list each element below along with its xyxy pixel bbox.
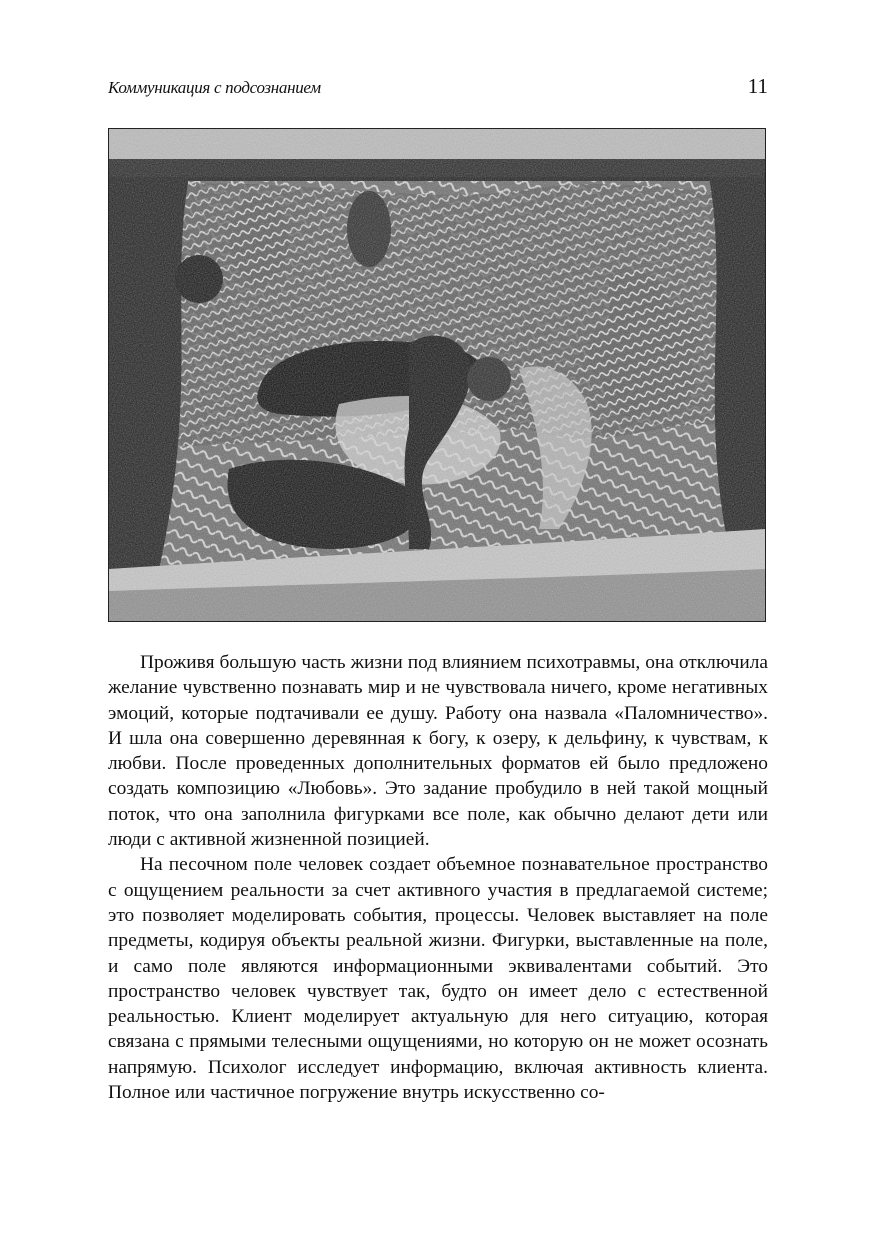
body-text	[108, 650, 768, 1105]
page-number: 11	[747, 74, 768, 98]
sandtray-photo	[108, 128, 766, 622]
running-title: Коммуникация с подсознанием	[108, 78, 321, 97]
paragraph-1: Проживя большую часть жизни под влиянием психотравмы, она отключила желание чувственно познавать мир и не чувствовала ничего, кроме негативных эмоций, которые подтачивали ее душу. Работу она назвала «Паломничество». И шла она совершенно деревянная к богу, к озеру, к дельфину, к чувствам, к любви. После проведенных дополнительных форматов ей было предложено создать композицию «Любовь». Это задание пробудило в ней такой мощный поток, что она заполнила фигурками все поле, как обычно делают дети или люди с активной жизненной позицией.	[108, 652, 768, 851]
page-header	[108, 72, 768, 102]
sandtray-photo-drawing	[109, 129, 765, 621]
paragraph-2: На песочном поле человек создает объемное познавательное пространство с ощущением реальности за счет активного участия в предлагаемой системе; это позволяет моделировать события, процессы. Человек выставляет на поле предметы, кодируя объекты реальной жизни. Фигурки, выставленные на поле, и само поле являются информационными эквивалентами событий. Это пространство человек чувствует так, будто он имеет дело с естественной реальностью. Клиент моделирует актуальную для него ситуацию, которая связана с прямыми телесными ощущениями, но которую он не может осознать напрямую. Психолог исследует информацию, включая активность клиента. Полное или частичное погружение внутрь искусственно со-	[108, 854, 768, 1104]
